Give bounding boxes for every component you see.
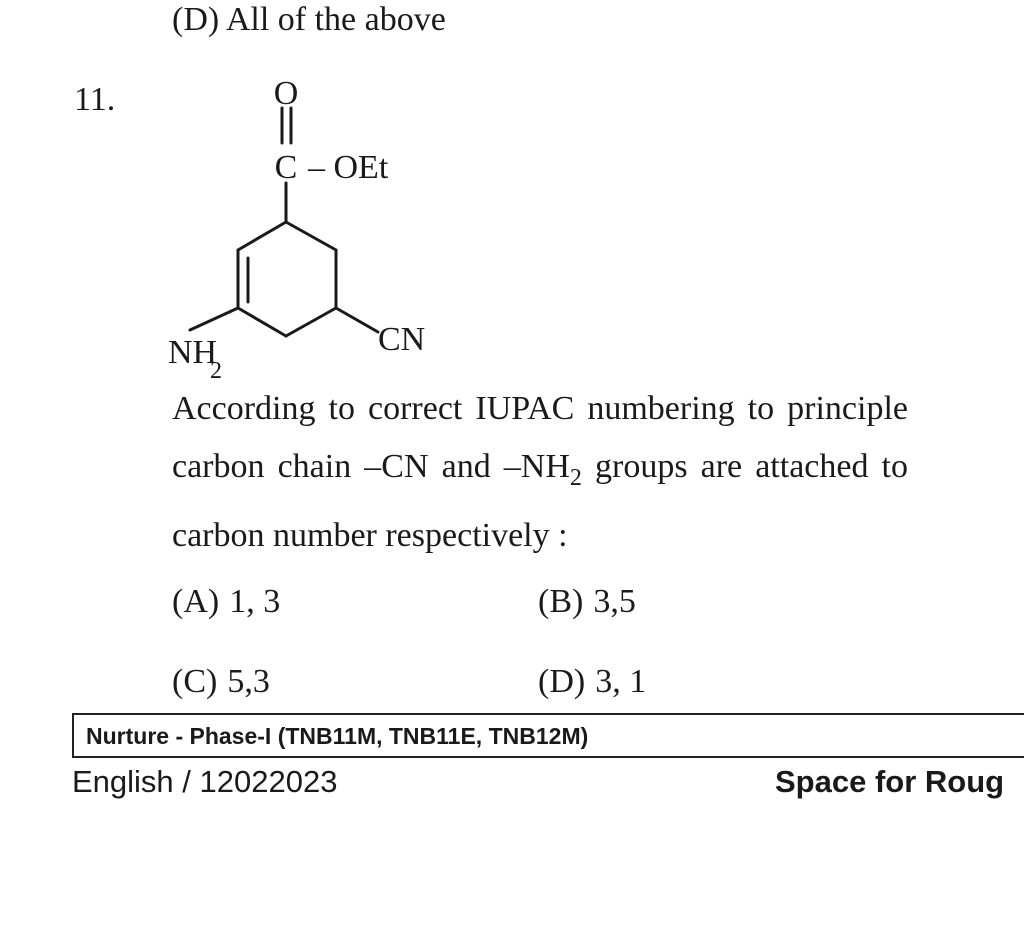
- option-label: (D): [172, 1, 220, 38]
- nitrile-label: CN: [378, 321, 426, 358]
- previous-question-option-d: [172, 0, 446, 40]
- option-b-text: 3,5: [593, 583, 636, 620]
- question-text-subscript: 2: [569, 464, 582, 491]
- ester-group-label: – OEt: [308, 149, 389, 186]
- option-d-text: 3, 1: [595, 663, 647, 700]
- option-text: All of the above: [225, 1, 446, 38]
- amine-bond: [190, 308, 238, 330]
- question-number: 11.: [74, 81, 116, 118]
- chemical-structure: [150, 60, 470, 400]
- amine-label: NH: [168, 334, 218, 371]
- option-c-text: 5,3: [227, 663, 270, 700]
- option-b[interactable]: [538, 582, 636, 622]
- option-c[interactable]: [172, 662, 270, 702]
- option-b-label: (B): [538, 583, 584, 620]
- option-d-label: (D): [538, 663, 586, 700]
- question-text-part2: groups are attached to carbon number respectively :: [172, 448, 909, 554]
- option-a-text: 1, 3: [229, 583, 281, 620]
- option-c-label: (C): [172, 663, 218, 700]
- amine-subscript: 2: [210, 358, 222, 384]
- footer-batch-text: Nurture - Phase-I (TNB11M, TNB11E, TNB12M): [86, 723, 589, 749]
- option-a-label: (A): [172, 583, 220, 620]
- carbonyl-carbon-label: C: [274, 149, 298, 186]
- footer-rough-work-label: Space for Roug: [775, 764, 1005, 799]
- nitrile-bond: [336, 308, 378, 332]
- question-text: [172, 380, 908, 565]
- question-text-part1: According to correct IUPAC numbering to principle carbon chain –CN and –NH: [172, 390, 908, 485]
- footer-batch-box: [72, 713, 1024, 758]
- ring-bond-c4-c5: [286, 308, 336, 336]
- ring-bond-c6-c1: [286, 222, 336, 250]
- ring-bond-c3-c4: [238, 308, 286, 336]
- option-a[interactable]: [172, 582, 280, 622]
- ring-bond-c1-c2: [238, 222, 286, 250]
- footer-language-code: English / 12022023: [72, 764, 338, 799]
- carbonyl-oxygen-label: O: [273, 75, 299, 112]
- option-d[interactable]: [538, 662, 646, 702]
